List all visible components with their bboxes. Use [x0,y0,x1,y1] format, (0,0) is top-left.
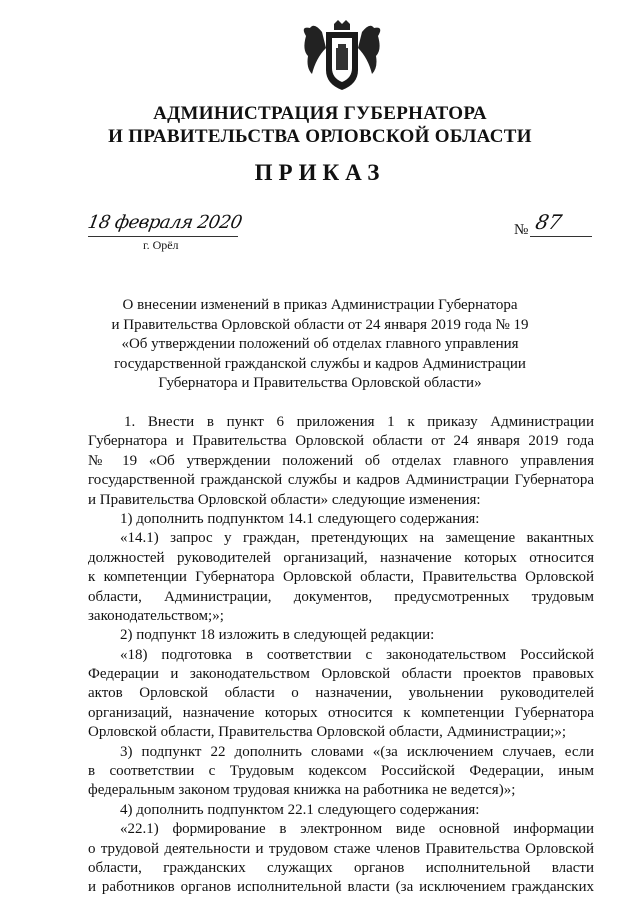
date-underline [88,236,238,237]
handwritten-date: 18 февраля 2020 [86,212,244,233]
subject-line: и Правительства Орловской области от 24 января 2019 года № 19 [111,316,529,333]
body-line: о трудовой деятельности и трудовом стаже членов Правительства Орловской [88,840,594,857]
number-label: № [514,222,529,238]
body-line: Губернатора и Правительства Орловской области от 24 января 2019 года [88,433,594,450]
body-line: 3) подпункт 22 дополнить словами «(за исключением случаев, если [120,743,594,760]
body-line: и Правительства Орловской области» следующие изменения: [88,491,481,508]
body-line: 4) дополнить подпунктом 22.1 следующего содержания: [120,801,480,818]
body-line: Орловской области, Правительства Орловской области, Администрации;»; [88,724,567,741]
order-body [88,413,594,898]
body-line: «22.1) формирование в электронном виде основной информации [120,821,594,838]
document-type-title: ПРИКАЗ [254,160,386,185]
body-line: 1) дополнить подпунктом 14.1 следующего содержания: [120,510,480,527]
body-line: в соответствии с Трудовым кодексом Российской Федерации, иным [88,763,594,780]
body-line: к компетенции Губернатора Орловской области, Правительства Орловской [88,569,594,586]
body-line: законодательством;»; [88,607,224,624]
body-line: «14.1) запрос у граждан, претендующих на замещение вакантных [120,530,594,547]
body-line: и работников органов исполнительной власти (за исключением гражданских [88,879,594,896]
org-name-line1: АДМИНИСТРАЦИЯ ГУБЕРНАТОРА [153,103,487,124]
subject-line: «Об утверждении положений об отделах главного управления [121,336,519,352]
subject-line: О внесении изменений в приказ Администрации Губернатора [122,297,518,313]
org-name-line2: И ПРАВИТЕЛЬСТВА ОРЛОВСКОЙ ОБЛАСТИ [108,126,532,147]
body-line: области, гражданских служащих органов исполнительной власти [88,859,594,876]
body-line: актов Орловской области о назначении, увольнении руководителей [88,685,594,702]
body-line: № 19 «Об утверждении положений об отделах главного управления [88,452,594,469]
subject-line: государственной гражданской службы и кадров Администрации [114,355,526,372]
body-line: федеральным законом трудовая книжка на работника не ведется)»; [88,782,516,799]
subject-line: Губернатора и Правительства Орловской области» [158,375,482,391]
handwritten-number: 87 [533,210,565,234]
coat-of-arms-emblem [296,18,388,94]
body-line: Федерации и законодательством Орловской области проектов правовых [88,666,594,683]
body-line: «18) подготовка в соответствии с законодательством Российской [120,646,594,663]
body-line: 2) подпункт 18 изложить в следующей редакции: [120,627,435,644]
body-line: 1. Внести в пункт 6 приложения 1 к приказу Администрации [124,414,594,430]
body-line: должностей руководителей организаций, назначение которых относится [88,549,594,566]
order-subject [100,296,540,394]
body-line: государственной гражданской службы и кадров Администрации Губернатора [88,472,594,489]
number-underline [530,236,592,237]
body-line: организаций, назначение которых относится к компетенции Губернатора [88,704,594,721]
city-label: г. Орёл [143,238,179,252]
body-line: области, Администрации, документов, предусмотренных трудовым [88,588,594,605]
